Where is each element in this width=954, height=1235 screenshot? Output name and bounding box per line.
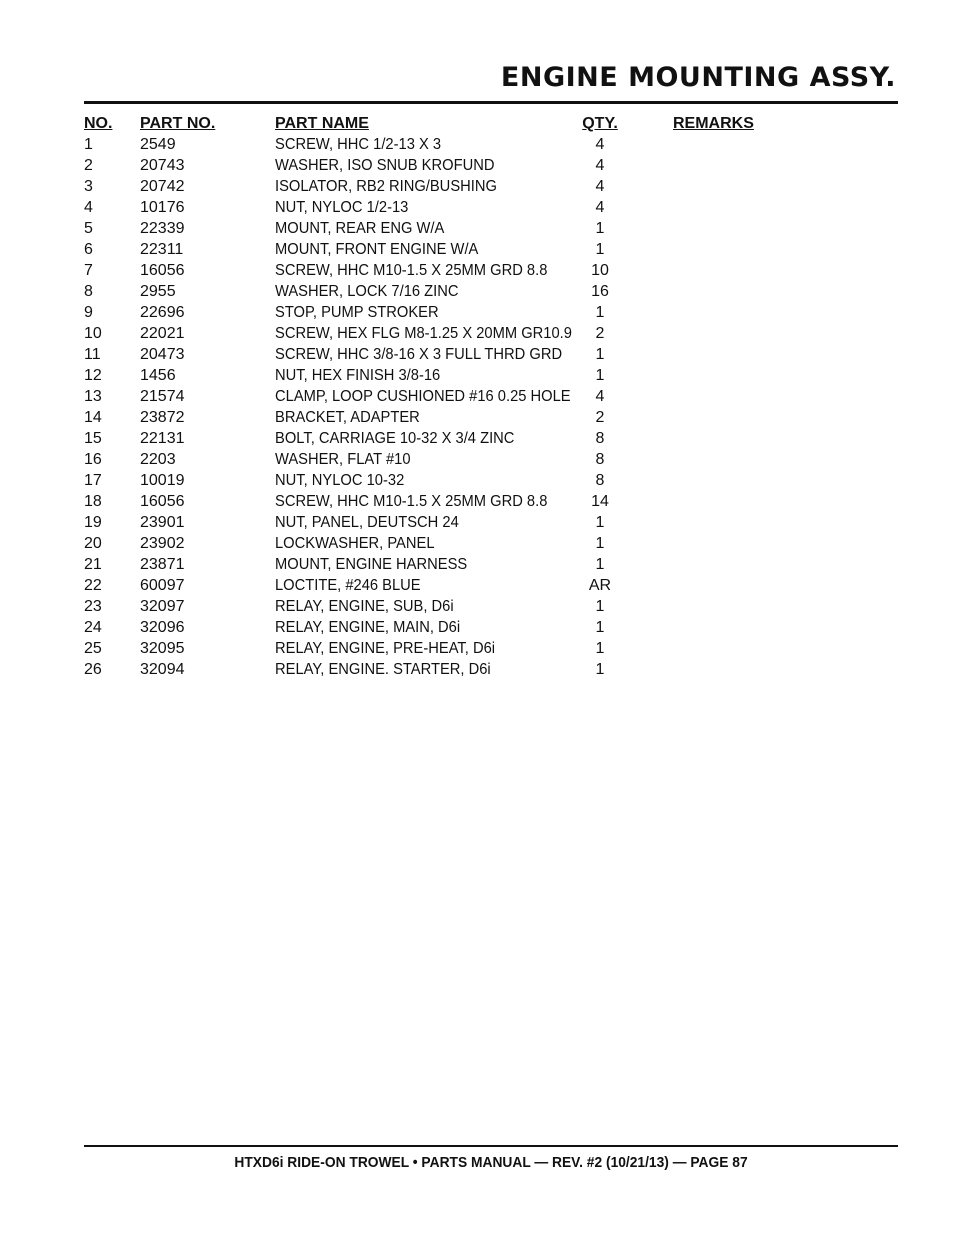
part-name: LOCTITE, #246 BLUE	[275, 577, 421, 594]
part-name: STOP, PUMP STROKER	[275, 304, 439, 321]
item-number: 26	[84, 661, 102, 678]
quantity: 2	[595, 409, 605, 426]
quantity: 4	[595, 388, 605, 405]
item-number: 4	[84, 199, 93, 216]
table-row	[84, 554, 898, 575]
part-number: 22696	[140, 304, 185, 321]
table-row	[84, 239, 898, 260]
part-number: 16056	[140, 262, 185, 279]
part-name: NUT, NYLOC 1/2-13	[275, 199, 409, 216]
part-name: BOLT, CARRIAGE 10-32 X 3/4 ZINC	[275, 430, 515, 447]
item-number: 19	[84, 514, 102, 531]
item-number: 12	[84, 367, 102, 384]
quantity: 1	[595, 367, 605, 384]
title-divider	[84, 101, 898, 104]
part-name: WASHER, FLAT #10	[275, 451, 411, 468]
quantity: 1	[595, 514, 605, 531]
quantity: 1	[595, 556, 605, 573]
item-number: 13	[84, 388, 102, 405]
part-name: SCREW, HHC 1/2-13 X 3	[275, 136, 442, 153]
table-row	[84, 176, 898, 197]
table-row	[84, 134, 898, 155]
table-row	[84, 407, 898, 428]
table-row	[84, 491, 898, 512]
table-row	[84, 596, 898, 617]
part-name: BRACKET, ADAPTER	[275, 409, 420, 426]
part-number: 23902	[140, 535, 185, 552]
item-number: 5	[84, 220, 93, 237]
item-number: 18	[84, 493, 102, 510]
table-row	[84, 449, 898, 470]
quantity: 1	[595, 640, 605, 657]
part-number: 23872	[140, 409, 185, 426]
table-row	[84, 470, 898, 491]
part-name: ISOLATOR, RB2 RING/BUSHING	[275, 178, 497, 195]
part-name: SCREW, HHC 3/8-16 X 3 FULL THRD GRD	[275, 346, 563, 363]
table-row	[84, 155, 898, 176]
footer-divider	[84, 1145, 898, 1147]
table-row	[84, 218, 898, 239]
quantity: 10	[591, 262, 609, 279]
part-name: NUT, NYLOC 10-32	[275, 472, 405, 489]
part-name: WASHER, LOCK 7/16 ZINC	[275, 283, 459, 300]
item-number: 16	[84, 451, 102, 468]
part-name: RELAY, ENGINE, PRE-HEAT, D6i	[275, 640, 496, 657]
part-name: SCREW, HHC M10-1.5 X 25MM GRD 8.8	[275, 493, 548, 510]
parts-table	[84, 113, 898, 680]
quantity: 1	[595, 346, 605, 363]
quantity: 2	[595, 325, 605, 342]
part-number: 32096	[140, 619, 185, 636]
table-row	[84, 659, 898, 680]
table-row	[84, 575, 898, 596]
table-row	[84, 260, 898, 281]
item-number: 14	[84, 409, 102, 426]
quantity: 8	[595, 451, 605, 468]
item-number: 10	[84, 325, 102, 342]
item-number: 20	[84, 535, 102, 552]
table-row	[84, 197, 898, 218]
table-row	[84, 365, 898, 386]
table-row	[84, 302, 898, 323]
quantity: 1	[595, 304, 605, 321]
part-name: LOCKWASHER, PANEL	[275, 535, 435, 552]
part-name: CLAMP, LOOP CUSHIONED #16 0.25 HOLE	[275, 388, 571, 405]
table-row	[84, 638, 898, 659]
part-number: 22131	[140, 430, 185, 447]
header-no: NO.	[84, 115, 113, 132]
part-number: 22021	[140, 325, 185, 342]
header-part-name: PART NAME	[275, 115, 369, 132]
part-name: RELAY, ENGINE. STARTER, D6i	[275, 661, 491, 678]
table-row	[84, 323, 898, 344]
part-name: RELAY, ENGINE, MAIN, D6i	[275, 619, 461, 636]
quantity: 1	[595, 598, 605, 615]
part-number: 20473	[140, 346, 185, 363]
part-name: SCREW, HHC M10-1.5 X 25MM GRD 8.8	[275, 262, 548, 279]
part-number: 2955	[140, 283, 176, 300]
item-number: 23	[84, 598, 102, 615]
part-number: 21574	[140, 388, 185, 405]
quantity: AR	[588, 577, 612, 594]
item-number: 3	[84, 178, 93, 195]
part-number: 10019	[140, 472, 185, 489]
part-name: NUT, HEX FINISH 3/8-16	[275, 367, 441, 384]
table-row	[84, 617, 898, 638]
quantity: 4	[595, 157, 605, 174]
part-number: 2549	[140, 136, 176, 153]
header-part-no: PART NO.	[140, 115, 216, 132]
item-number: 25	[84, 640, 102, 657]
table-row	[84, 386, 898, 407]
item-number: 22	[84, 577, 102, 594]
item-number: 17	[84, 472, 102, 489]
part-name: MOUNT, FRONT ENGINE W/A	[275, 241, 479, 258]
item-number: 11	[84, 346, 101, 363]
table-body	[84, 134, 898, 680]
part-number: 1456	[140, 367, 176, 384]
item-number: 2	[84, 157, 93, 174]
quantity: 1	[595, 619, 605, 636]
part-number: 20742	[140, 178, 185, 195]
table-row	[84, 512, 898, 533]
part-name: RELAY, ENGINE, SUB, D6i	[275, 598, 454, 615]
part-number: 32097	[140, 598, 185, 615]
table-row	[84, 533, 898, 554]
page-footer: HTXD6i RIDE-ON TROWEL • PARTS MANUAL — REV. #2 (10/21/13) — PAGE 87	[234, 1154, 748, 1171]
quantity: 8	[595, 430, 605, 447]
quantity: 4	[595, 178, 605, 195]
part-number: 23901	[140, 514, 185, 531]
part-name: NUT, PANEL, DEUTSCH 24	[275, 514, 459, 531]
part-number: 22311	[140, 241, 184, 258]
part-number: 32094	[140, 661, 185, 678]
item-number: 21	[84, 556, 102, 573]
quantity: 1	[595, 241, 605, 258]
part-number: 2203	[140, 451, 176, 468]
part-number: 22339	[140, 220, 185, 237]
quantity: 4	[595, 199, 605, 216]
part-name: SCREW, HEX FLG M8-1.25 X 20MM GR10.9	[275, 325, 572, 342]
table-row	[84, 428, 898, 449]
item-number: 8	[84, 283, 93, 300]
part-name: MOUNT, ENGINE HARNESS	[275, 556, 468, 573]
quantity: 14	[591, 493, 609, 510]
table-row	[84, 344, 898, 365]
item-number: 7	[84, 262, 93, 279]
item-number: 24	[84, 619, 102, 636]
item-number: 15	[84, 430, 102, 447]
part-name: MOUNT, REAR ENG W/A	[275, 220, 445, 237]
header-remarks: REMARKS	[673, 115, 754, 132]
part-number: 20743	[140, 157, 185, 174]
quantity: 4	[595, 136, 605, 153]
item-number: 6	[84, 241, 93, 258]
table-header-row	[84, 113, 898, 134]
part-number: 23871	[140, 556, 185, 573]
header-qty: QTY.	[582, 115, 618, 132]
table-row	[84, 281, 898, 302]
item-number: 1	[84, 136, 93, 153]
quantity: 1	[595, 220, 605, 237]
part-name: WASHER, ISO SNUB KROFUND	[275, 157, 495, 174]
quantity: 16	[591, 283, 609, 300]
part-number: 16056	[140, 493, 185, 510]
quantity: 1	[595, 535, 605, 552]
item-number: 9	[84, 304, 93, 321]
quantity: 1	[595, 661, 605, 678]
part-number: 10176	[140, 199, 185, 216]
part-number: 32095	[140, 640, 185, 657]
part-number: 60097	[140, 577, 185, 594]
page-title: ENGINE MOUNTING ASSY.	[500, 62, 896, 93]
quantity: 8	[595, 472, 605, 489]
